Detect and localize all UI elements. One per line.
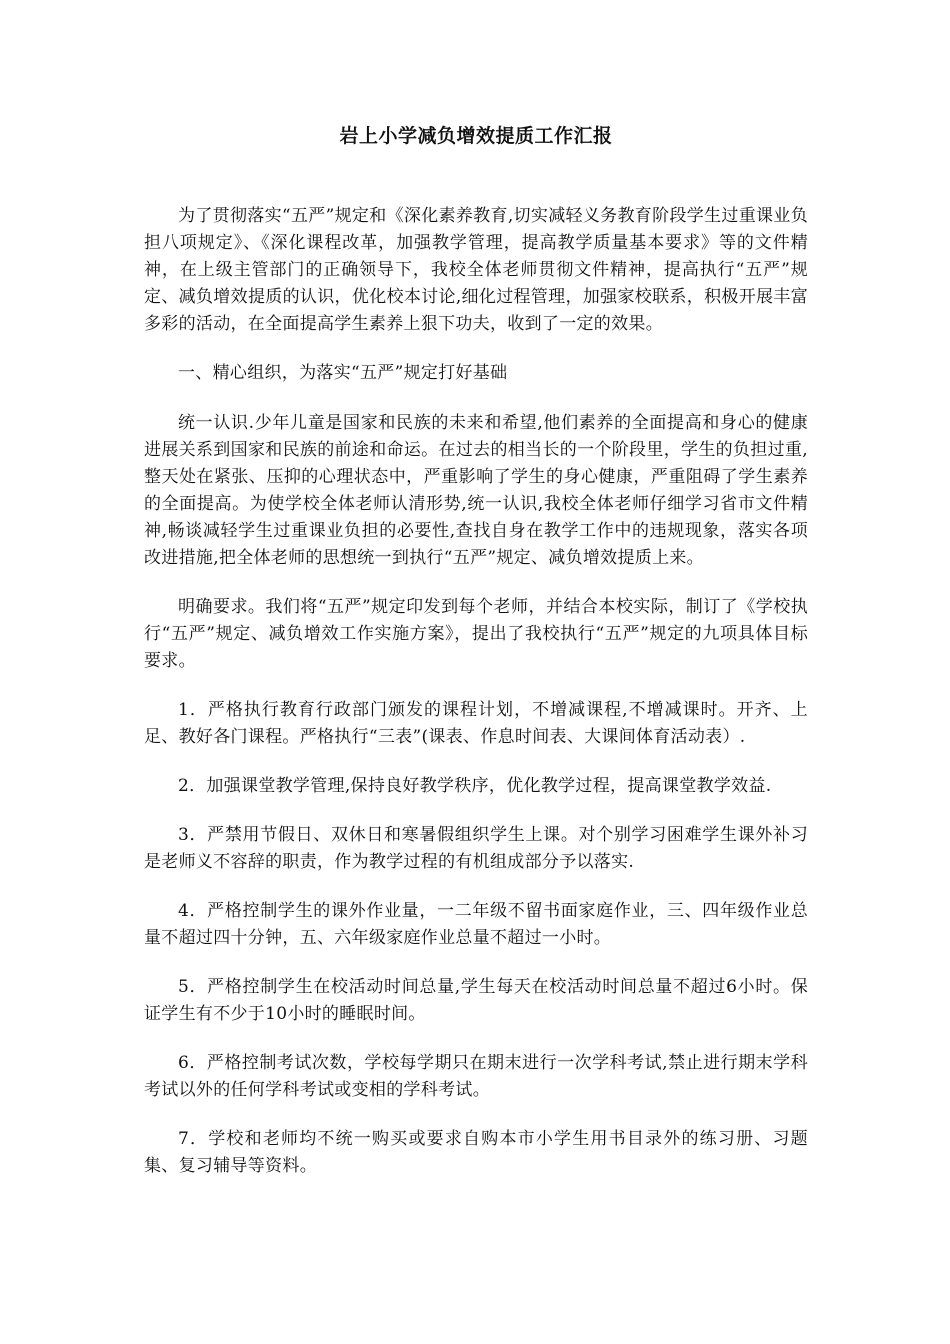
list-item: 2．加强课堂教学管理,保持良好教学秩序，优化教学过程，提高课堂教学效益.: [178, 776, 772, 796]
list-item: 5．严格控制学生在校活动时间总量,学生每天在校活动时间总量不超过6小时。保证学生有不少于10小时的睡眠时间。: [144, 977, 808, 1024]
list-item: 7．学校和老师均不统一购买或要求自购本市小学生用书目录外的练习册、习题集、复习辅导等资料。: [144, 1129, 808, 1176]
document-page: [144, 118, 808, 1202]
list-item: 1．严格执行教育行政部门颁发的课程计划，不增减课程,不增减课时。开齐、上足、教好各门课程。严格执行“三表”(课表、作息时间表、大课间体育活动表）.: [144, 700, 808, 747]
list-item: 3．严禁用节假日、双休日和寒暑假组织学生上课。对个别学习困难学生课外补习是老师义不容辞的职责，作为教学过程的有机组成部分予以落实.: [144, 825, 808, 872]
document-title: 岩上小学减负增效提质工作汇报: [339, 125, 613, 147]
list-item: 4．严格控制学生的课外作业量，一二年级不留书面家庭作业，三、四年级作业总量不超过四十分钟，五、六年级家庭作业总量不超过一小时。: [144, 901, 808, 948]
list-item: 6．严格控制考试次数，学校每学期只在期末进行一次学科考试,禁止进行期末学科考试以外的任何学科考试或变相的学科考试。: [144, 1053, 808, 1100]
section-heading: 一、精心组织，为落实“五严”规定打好基础: [178, 363, 508, 383]
body-paragraph: 明确要求。我们将“五严”规定印发到每个老师，并结合本校实际，制订了《学校执行“五严”规定、减负增效工作实施方案》，提出了我校执行“五严”规定的九项具体目标要求。: [144, 597, 808, 671]
intro-paragraph: 为了贯彻落实“五严”规定和《深化素养教育,切实减轻义务教育阶段学生过重课业负担八项规定》、《深化课程改革，加强教学管理，提高教学质量基本要求》等的文件精神，在上级主管部门的正确领导下，我校全体老师贯彻文件精神，提高执行“五严”规定、减负增效提质的认识，优化校本讨论,细化过程管理，加强家校联系，积极开展丰富多彩的活动，在全面提高学生素养上狠下功夫，收到了一定的效果。: [144, 206, 808, 334]
body-paragraph: 统一认识.少年儿童是国家和民族的未来和希望,他们素养的全面提高和身心的健康进展关系到国家和民族的前途和命运。在过去的相当长的一个阶段里，学生的负担过重,整天处在紧张、压抑的心理状态中，严重影响了学生的身心健康，严重阻碍了学生素养的全面提高。为使学校全体老师认清形势,统一认识,我校全体老师仔细学习省市文件精神,畅谈减轻学生过重课业负担的必要性,查找自身在教学工作中的违规现象，落实各项改进措施,把全体老师的思想统一到执行“五严”规定、减负增效提质上来。: [144, 413, 808, 568]
